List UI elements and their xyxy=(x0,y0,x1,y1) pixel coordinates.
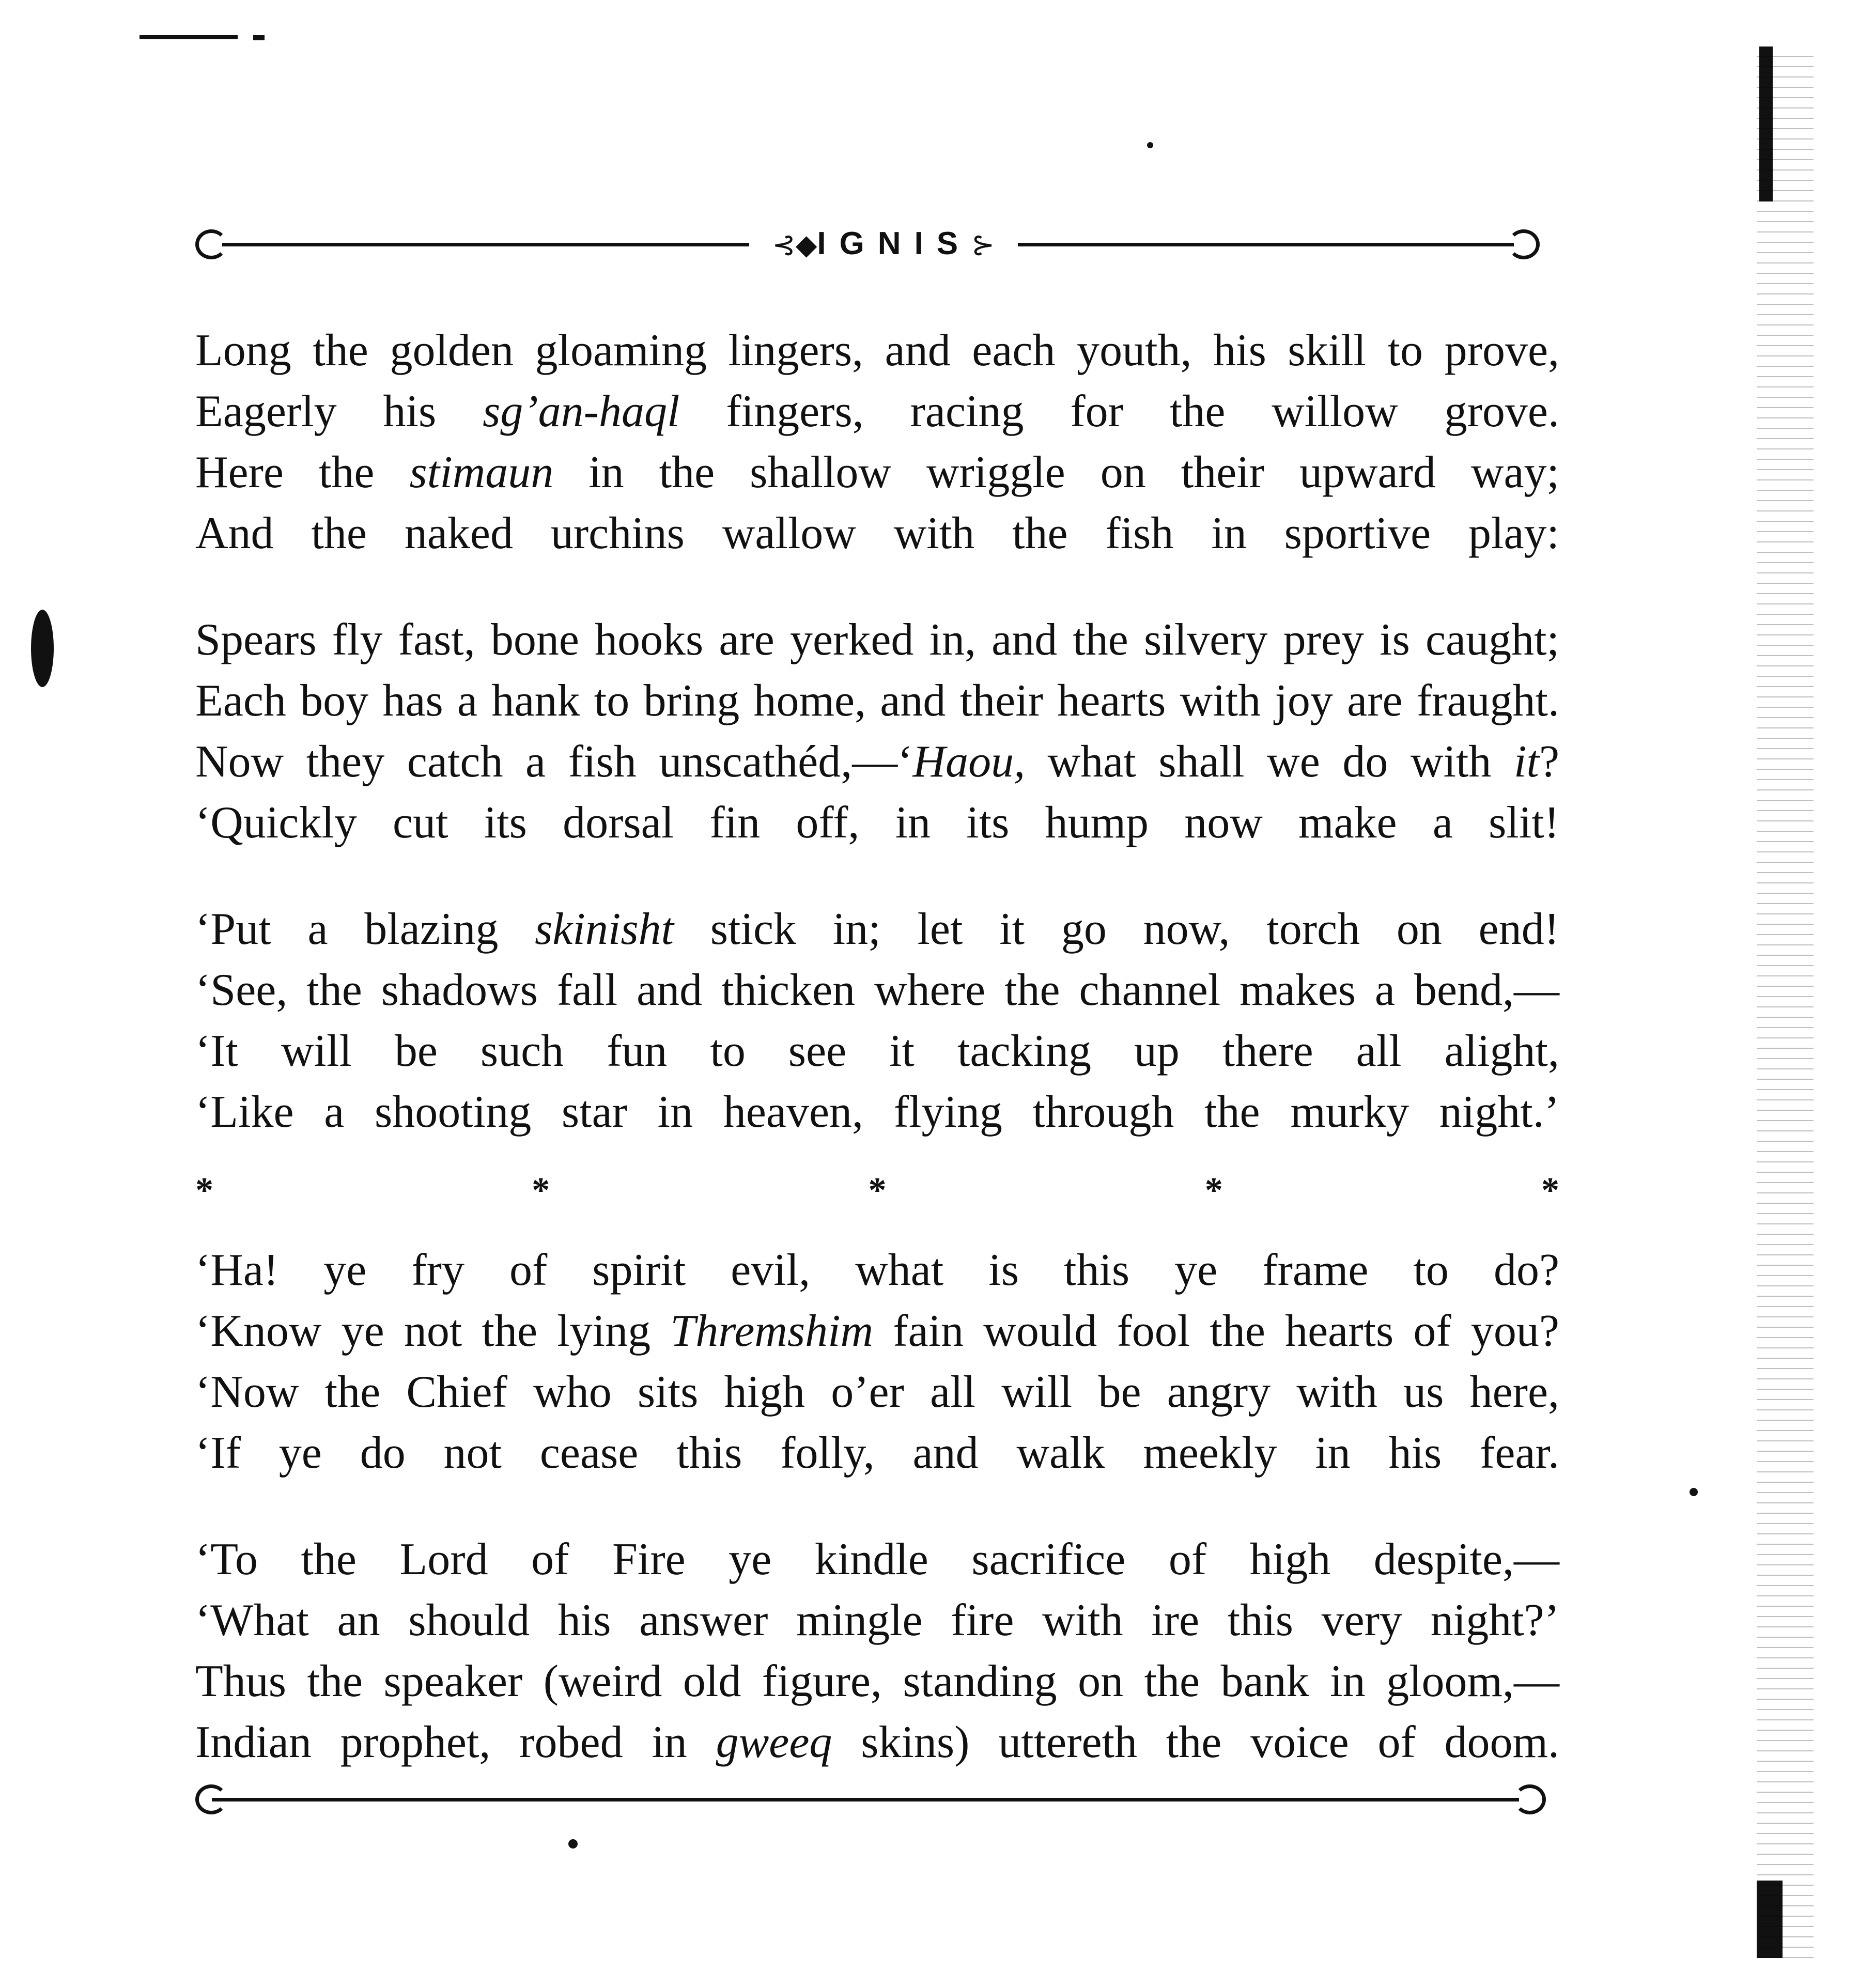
poem-line xyxy=(195,732,1559,793)
poem-line xyxy=(195,1301,1559,1362)
poem-line: ‘What an should his answer mingle fire with ire this very night?’ xyxy=(195,1595,1559,1645)
poem-line xyxy=(195,1712,1559,1773)
stanza xyxy=(195,610,1559,853)
poem xyxy=(195,320,1559,1819)
scan-mark xyxy=(253,35,265,40)
poem-line: Each boy has a hank to bring home, and their hearts with joy are fraught. xyxy=(195,676,1559,726)
line-text: fain would fool the hearts of you? xyxy=(873,1306,1559,1356)
poem-line xyxy=(195,442,1559,503)
italic-term: Haou, xyxy=(912,737,1026,787)
poem-line: Long the golden gloaming lingers, and each youth, his skill to prove, xyxy=(195,325,1559,376)
stanza xyxy=(195,320,1559,564)
poem-line: And the naked urchins wallow with the fish in sportive play: xyxy=(195,508,1559,558)
right-curl-ornament xyxy=(1508,229,1540,259)
separator-asterisk: * xyxy=(195,1171,213,1210)
poem-line: Spears fly fast, bone hooks are yerked in, and the silvery prey is caught; xyxy=(195,615,1559,665)
stanza xyxy=(195,899,1559,1143)
line-text: in the shallow wriggle on their upward way; xyxy=(553,447,1559,498)
line-text: fingers, racing for the willow grove. xyxy=(679,386,1559,437)
stanza xyxy=(195,1529,1559,1773)
header-rule-line-right xyxy=(1018,243,1514,246)
italic-term: it xyxy=(1514,737,1539,787)
poem-line xyxy=(195,899,1559,960)
line-text: Indian prophet, robed in xyxy=(195,1717,716,1767)
stanza xyxy=(195,1240,1559,1484)
scan-edge-noise xyxy=(1757,46,1814,1958)
poem-line: ‘It will be such fun to see it tacking up there all alight, xyxy=(195,1026,1559,1076)
footer-rule xyxy=(191,1777,1555,1819)
line-text: skins) uttereth the voice of doom. xyxy=(832,1717,1560,1767)
poem-line: ‘Ha! ye fry of spirit evil, what is this ye frame to do? xyxy=(195,1245,1559,1295)
separator-asterisk: * xyxy=(868,1171,887,1210)
poem-line: ‘Like a shooting star in heaven, flying through the murky night.’ xyxy=(195,1087,1559,1137)
line-text: Now they catch a fish unscathéd,—‘ xyxy=(195,737,913,787)
header-rule-line-left xyxy=(222,243,749,246)
poem-line: ‘Now the Chief who sits high o’er all will be angry with us here, xyxy=(195,1367,1559,1417)
speck xyxy=(1690,1488,1698,1496)
poem-line: Thus the speaker (weird old figure, standing on the bank in gloom,— xyxy=(195,1656,1559,1706)
italic-term: skinisht xyxy=(535,904,674,954)
poem-line: ‘To the Lord of Fire ye kindle sacrifice of high despite,— xyxy=(195,1534,1559,1585)
poem-line: ‘See, the shadows fall and thicken where the channel makes a bend,— xyxy=(195,965,1559,1015)
speck xyxy=(1147,142,1153,148)
poem-line: ‘If ye do not cease this folly, and walk meekly in his fear. xyxy=(195,1428,1559,1478)
title-text: IGNIS xyxy=(817,226,972,261)
italic-term: stimaun xyxy=(409,447,554,498)
section-separator xyxy=(195,1168,1559,1214)
line-text: stick in; let it go now, torch on end! xyxy=(674,904,1559,954)
ink-blot xyxy=(31,610,54,687)
separator-asterisk: * xyxy=(532,1171,550,1210)
italic-term: Thremshim xyxy=(670,1306,874,1356)
running-title xyxy=(749,225,1018,262)
italic-term: sg’an-haql xyxy=(483,386,680,437)
italic-term: gweeq xyxy=(716,1717,832,1767)
separator-asterisk: * xyxy=(1204,1171,1223,1210)
scan-mark xyxy=(140,35,238,39)
line-text: ? xyxy=(1539,737,1560,787)
poem-line: ‘Quickly cut its dorsal fin off, in its hump now make a slit! xyxy=(195,798,1559,848)
footer-rule-line xyxy=(212,1798,1519,1801)
line-text: what shall we do with xyxy=(1025,737,1514,787)
poem-line xyxy=(195,381,1559,442)
speck xyxy=(568,1839,578,1849)
line-text: ‘Put a blazing xyxy=(195,904,535,954)
header-rule xyxy=(191,222,1545,263)
line-text: Eagerly his xyxy=(195,386,483,437)
title-ornament-left: ⊰◆ xyxy=(772,229,817,260)
line-text: Here the xyxy=(195,447,410,498)
title-ornament-right: ⊱ xyxy=(971,229,995,260)
line-text: ‘Know ye not the lying xyxy=(195,1306,671,1356)
footer-right-curl-ornament xyxy=(1514,1784,1546,1814)
separator-asterisk: * xyxy=(1541,1171,1559,1210)
